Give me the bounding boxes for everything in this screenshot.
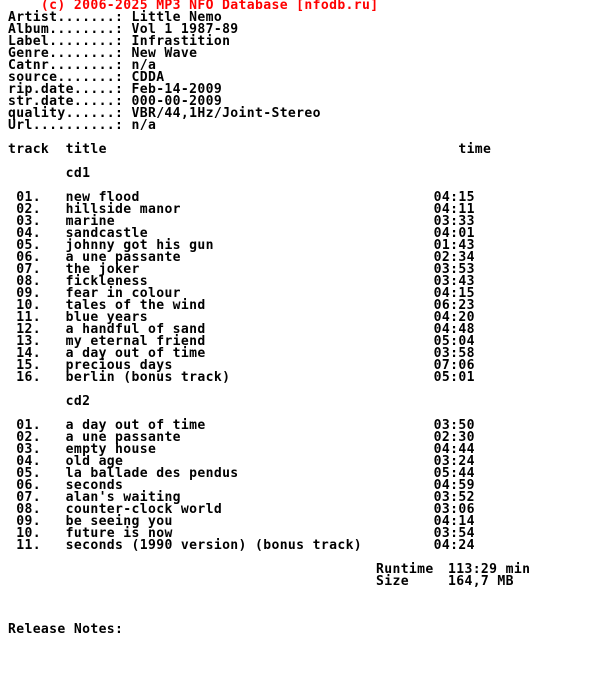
track-time: 04:14 bbox=[433, 514, 475, 529]
track-title: seconds bbox=[65, 478, 124, 493]
info-value: n/a bbox=[131, 58, 157, 73]
track-title: fear in colour bbox=[65, 286, 181, 301]
track-title: new flood bbox=[65, 190, 140, 205]
track-number: 09. bbox=[16, 286, 41, 301]
track-time: 03:43 bbox=[433, 274, 475, 289]
track-number: 15. bbox=[16, 358, 41, 373]
track-time: 04:01 bbox=[433, 226, 475, 241]
info-row-source: source.......: CDDA bbox=[8, 70, 165, 85]
track-time: 01:43 bbox=[433, 238, 475, 253]
track-title: counter-clock world bbox=[65, 502, 223, 517]
column-header-track: track bbox=[8, 142, 50, 157]
copyright-header: (c) 2006-2025 MP3 NFO Database [nfodb.ru] bbox=[8, 0, 379, 13]
track-number: 10. bbox=[16, 298, 41, 313]
track-row bbox=[8, 372, 530, 384]
track-title: blue years bbox=[65, 310, 148, 325]
disc-heading-cd2: cd2 bbox=[65, 394, 91, 409]
track-number: 01. bbox=[16, 190, 41, 205]
track-time: 02:34 bbox=[433, 250, 475, 265]
track-time: 04:48 bbox=[433, 322, 475, 337]
size-value: 164,7 MB bbox=[448, 574, 514, 589]
info-label: Artist....... bbox=[8, 10, 116, 25]
info-value: n/a bbox=[131, 118, 157, 133]
track-number: 08. bbox=[16, 274, 41, 289]
runtime-label: Runtime bbox=[376, 562, 434, 577]
track-number: 14. bbox=[16, 346, 41, 361]
track-number: 08. bbox=[16, 502, 41, 517]
track-time: 06:23 bbox=[433, 298, 475, 313]
disc-heading-cd1: cd1 bbox=[65, 166, 91, 181]
track-time: 04:15 bbox=[433, 286, 475, 301]
runtime-value: 113:29 min bbox=[448, 562, 531, 577]
track-time: 03:54 bbox=[433, 526, 475, 541]
info-label: Genre........ bbox=[8, 46, 116, 61]
column-header-time: time bbox=[458, 142, 492, 157]
track-title: future is now bbox=[65, 526, 173, 541]
info-value: VBR/44,1Hz/Joint-Stereo bbox=[131, 106, 321, 121]
tracklist-cd2 bbox=[8, 420, 530, 552]
info-row-catnr: Catnr........: n/a bbox=[8, 58, 157, 73]
track-row bbox=[8, 540, 530, 552]
track-time: 03:06 bbox=[433, 502, 475, 517]
track-number: 06. bbox=[16, 478, 41, 493]
track-time: 04:15 bbox=[433, 190, 475, 205]
track-title: a une passante bbox=[65, 430, 181, 445]
info-block bbox=[8, 12, 530, 132]
track-number: 03. bbox=[16, 214, 41, 229]
track-title: berlin (bonus track) bbox=[65, 370, 231, 385]
info-value: New Wave bbox=[131, 46, 198, 61]
info-label: source....... bbox=[8, 70, 116, 85]
track-title: old age bbox=[65, 454, 124, 469]
track-number: 07. bbox=[16, 262, 41, 277]
track-title: tales of the wind bbox=[65, 298, 206, 313]
track-time: 05:44 bbox=[433, 466, 475, 481]
info-label: quality...... bbox=[8, 106, 116, 121]
info-row-str-date: str.date.....: 000-00-2009 bbox=[8, 94, 223, 109]
track-title: a handful of sand bbox=[65, 322, 206, 337]
track-number: 02. bbox=[16, 202, 41, 217]
column-header-title: title bbox=[65, 142, 107, 157]
track-number: 04. bbox=[16, 454, 41, 469]
info-value: CDDA bbox=[131, 70, 165, 85]
info-label: Album........ bbox=[8, 22, 116, 37]
track-number: 05. bbox=[16, 466, 41, 481]
track-time: 03:33 bbox=[433, 214, 475, 229]
track-number: 16. bbox=[16, 370, 41, 385]
track-number: 01. bbox=[16, 418, 41, 433]
track-time: 03:50 bbox=[433, 418, 475, 433]
nfo-document bbox=[8, 0, 530, 636]
track-time: 04:44 bbox=[433, 442, 475, 457]
size-label: Size bbox=[376, 574, 409, 589]
track-time: 07:06 bbox=[433, 358, 475, 373]
track-number: 03. bbox=[16, 442, 41, 457]
track-title: hillside manor bbox=[65, 202, 181, 217]
track-title: la ballade des pendus bbox=[65, 466, 239, 481]
track-title: fickleness bbox=[65, 274, 148, 289]
track-time: 03:58 bbox=[433, 346, 475, 361]
info-value: Infrastition bbox=[131, 34, 231, 49]
track-title: a day out of time bbox=[65, 418, 206, 433]
info-label: rip.date..... bbox=[8, 82, 116, 97]
track-time: 04:24 bbox=[433, 538, 475, 553]
size-row bbox=[8, 576, 530, 588]
info-value: 000-00-2009 bbox=[131, 94, 223, 109]
info-label: str.date..... bbox=[8, 94, 116, 109]
info-row-artist: Artist.......: Little Nemo bbox=[8, 10, 223, 25]
track-title: the joker bbox=[65, 262, 140, 277]
track-number: 13. bbox=[16, 334, 41, 349]
info-label: Url.......... bbox=[8, 118, 116, 133]
track-number: 06. bbox=[16, 250, 41, 265]
track-title: precious days bbox=[65, 358, 173, 373]
info-label: Catnr........ bbox=[8, 58, 116, 73]
info-label: Label........ bbox=[8, 34, 116, 49]
track-time: 04:11 bbox=[433, 202, 475, 217]
info-value: Little Nemo bbox=[131, 10, 223, 25]
track-title: my eternal friend bbox=[65, 334, 206, 349]
track-title: a une passante bbox=[65, 250, 181, 265]
track-number: 04. bbox=[16, 226, 41, 241]
release-notes-label: Release Notes: bbox=[8, 622, 124, 637]
track-title: a day out of time bbox=[65, 346, 206, 361]
track-time: 05:04 bbox=[433, 334, 475, 349]
track-number: 11. bbox=[16, 310, 41, 325]
track-number: 07. bbox=[16, 490, 41, 505]
track-number: 12. bbox=[16, 322, 41, 337]
track-title: marine bbox=[65, 214, 116, 229]
track-title: seconds (1990 version) (bonus track) bbox=[65, 538, 363, 553]
info-value: Vol 1 1987-89 bbox=[131, 22, 239, 37]
info-row-quality: quality......: VBR/44,1Hz/Joint-Stereo bbox=[8, 106, 321, 121]
info-row-genre: Genre........: New Wave bbox=[8, 46, 198, 61]
track-title: empty house bbox=[65, 442, 157, 457]
track-number: 11. bbox=[16, 538, 41, 553]
track-time: 04:59 bbox=[433, 478, 475, 493]
track-time: 03:24 bbox=[433, 454, 475, 469]
info-row-rip-date: rip.date.....: Feb-14-2009 bbox=[8, 82, 223, 97]
info-row-album: Album........: Vol 1 1987-89 bbox=[8, 22, 239, 37]
tracklist-cd1 bbox=[8, 192, 530, 384]
track-title: alan's waiting bbox=[65, 490, 181, 505]
track-number: 09. bbox=[16, 514, 41, 529]
info-row-url: Url..........: n/a bbox=[8, 118, 157, 133]
track-number: 05. bbox=[16, 238, 41, 253]
track-number: 10. bbox=[16, 526, 41, 541]
track-time: 02:30 bbox=[433, 430, 475, 445]
track-time: 03:52 bbox=[433, 490, 475, 505]
track-time: 04:20 bbox=[433, 310, 475, 325]
track-title: be seeing you bbox=[65, 514, 173, 529]
track-title: johnny got his gun bbox=[65, 238, 214, 253]
column-header-row bbox=[8, 144, 530, 156]
track-time: 05:01 bbox=[433, 370, 475, 385]
info-row-label: Label........: Infrastition bbox=[8, 34, 231, 49]
track-number: 02. bbox=[16, 430, 41, 445]
track-title: sandcastle bbox=[65, 226, 148, 241]
info-value: Feb-14-2009 bbox=[131, 82, 223, 97]
track-time: 03:53 bbox=[433, 262, 475, 277]
